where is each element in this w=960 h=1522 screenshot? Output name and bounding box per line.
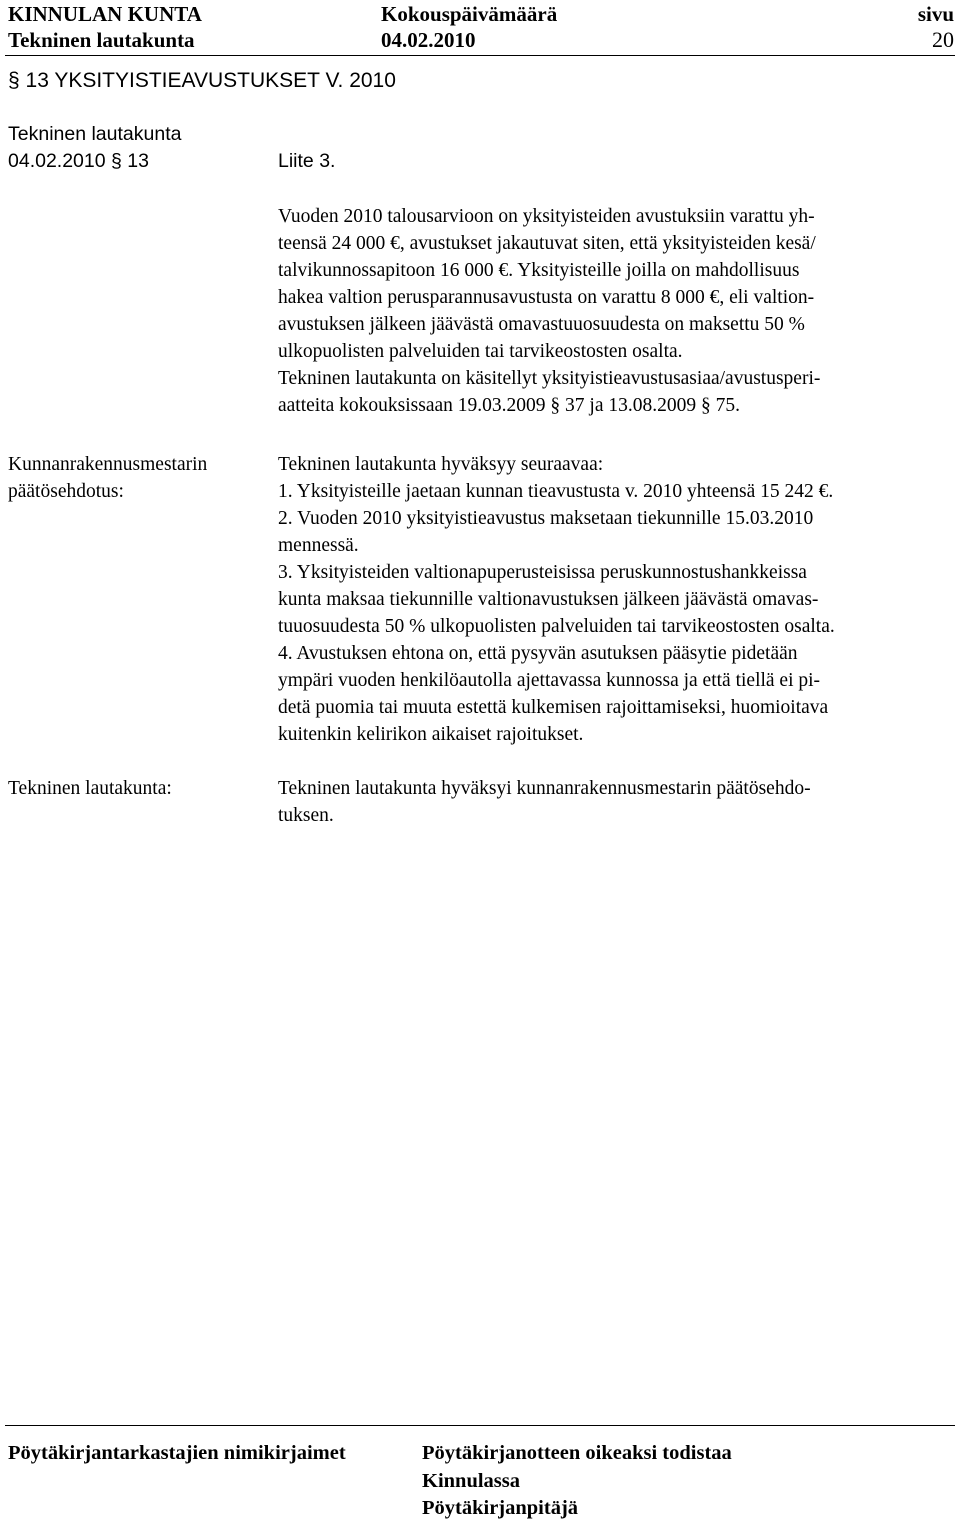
preparation-text [278, 203, 820, 419]
text-line: detä puomia tai muuta estettä kulkemisen rajoittamiseksi, huomioitava [278, 697, 829, 718]
certified-label: Pöytäkirjanotteen oikeaksi todistaa [422, 1442, 732, 1464]
text-line: Tekninen lautakunta on käsitellyt yksityistieavustusasiaa/avustusperi- [278, 368, 821, 389]
text-line: 4. Avustuksen ehtona on, että pysyvän asutuksen pääsytie pidetään [278, 643, 798, 664]
footer-rule [5, 1425, 955, 1426]
page-number: 20 [932, 27, 954, 52]
initials-label: Pöytäkirjantarkastajien nimikirjaimet [8, 1442, 346, 1464]
text-line: teensä 24 000 €, avustukset jakautuvat siten, että yksityisteiden kesä/ [278, 233, 816, 254]
text-line: avustuksen jälkeen jäävästä omavastuuosuudesta on maksettu 50 % [278, 314, 805, 335]
reference-board: Tekninen lautakunta [8, 123, 182, 145]
board-name: Tekninen lautakunta [8, 28, 195, 52]
text-line: Vuoden 2010 talousarvioon on yksityisteiden avustuksiin varattu yh- [278, 206, 815, 227]
text-line: mennessä. [278, 535, 359, 556]
text-line: aatteita kokouksissaan 19.03.2009 § 37 ja 13.08.2009 § 75. [278, 395, 740, 416]
attachment-reference: Liite 3. [278, 150, 336, 172]
section-title: § 13 YKSITYISTIEAVUSTUKSET V. 2010 [8, 69, 396, 92]
text-line: ulkopuolisten palveluiden tai tarvikeostosten osalta. [278, 341, 683, 362]
proposal-label-line: Kunnanrakennusmestarin [8, 454, 208, 475]
reference-date-section: 04.02.2010 § 13 [8, 150, 149, 172]
text-line: hakea valtion perusparannusavustusta on varattu 8 000 €, eli valtion- [278, 287, 815, 308]
text-line: ympäri vuoden henkilöautolla ajettavassa kunnossa ja että tiellä ei pi- [278, 670, 821, 691]
proposal-text [278, 451, 835, 748]
meeting-date-label: Kokouspäivämäärä [381, 2, 558, 26]
decision-text [278, 775, 811, 829]
text-line: talvikunnossapitoon 16 000 €. Yksityisteille joilla on mahdollisuus [278, 260, 800, 281]
decision-label: Tekninen lautakunta: [8, 778, 172, 799]
text-line: kunta maksaa tiekunnille valtionavustuksen jälkeen jäävästä omavas- [278, 589, 819, 610]
page-label: sivu [917, 2, 954, 26]
meeting-date: 04.02.2010 [381, 28, 476, 52]
text-line: 3. Yksityisteiden valtionapuperusteisissa peruskunnostushankkeissa [278, 562, 807, 583]
text-line: Tekninen lautakunta hyväksyi kunnanrakennusmestarin päätösehdo- [278, 778, 811, 799]
text-line: tuuosuudesta 50 % ulkopuolisten palveluiden tai tarvikeostosten osalta. [278, 616, 835, 637]
proposal-label [8, 451, 207, 505]
text-line: 2. Vuoden 2010 yksityistieavustus maksetaan tiekunnille 15.03.2010 [278, 508, 814, 529]
text-line: tuksen. [278, 805, 334, 826]
text-line: kuitenkin kelirikon aikaiset rajoitukset. [278, 724, 584, 745]
secretary-label: Pöytäkirjanpitäjä [422, 1497, 579, 1519]
certified-place: Kinnulassa [422, 1470, 520, 1492]
text-line: 1. Yksityisteille jaetaan kunnan tieavustusta v. 2010 yhteensä 15 242 €. [278, 481, 834, 502]
header-rule [5, 55, 955, 56]
text-line: Tekninen lautakunta hyväksyy seuraavaa: [278, 454, 604, 475]
proposal-label-line: päätösehdotus: [8, 481, 124, 502]
municipality-name: KINNULAN KUNTA [8, 2, 202, 26]
